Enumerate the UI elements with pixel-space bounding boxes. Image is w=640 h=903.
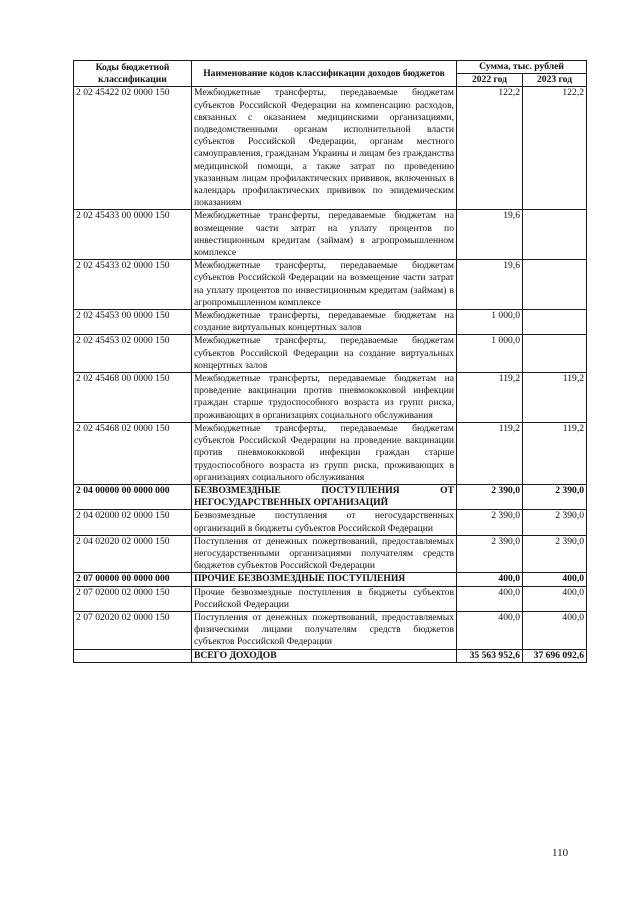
table-body xyxy=(74,87,587,662)
table-row xyxy=(74,422,587,484)
amount-2022-cell: 400,0 xyxy=(457,611,523,649)
table-row xyxy=(74,611,587,649)
revenue-name-cell: Межбюджетные трансферты, передаваемые бюджетам субъектов Российской Федерации на создание виртуальных концертных залов xyxy=(192,335,457,373)
revenue-name-cell: Поступления от денежных пожертвований, предоставляемых физическими лицами получателям средств бюджетов субъектов Российской Федерации xyxy=(192,611,457,649)
amount-2023-cell: 122,2 xyxy=(523,87,587,210)
header-codes: Коды бюджетной классификации xyxy=(74,61,192,87)
budget-code-cell: 2 07 02020 02 0000 150 xyxy=(74,611,192,649)
amount-2022-cell: 119,2 xyxy=(457,422,523,484)
revenue-name-cell: Межбюджетные трансферты, передаваемые бюджетам субъектов Российской Федерации на компенсацию расходов, связанных с оказанием медицинскими организациями, подведомственными органам исполнительной власти субъектов Российской Федерации, органам местного самоуправления, гражданам Украины и лицам без гражданства медицинской помощи, а также затрат по проведению указанным лицам профилактических прививок, включенных в календарь профилактических прививок по эпидемическим показаниям xyxy=(192,87,457,210)
table-row xyxy=(74,586,587,611)
table-row xyxy=(74,373,587,423)
budget-code-cell: 2 02 45468 00 0000 150 xyxy=(74,373,192,423)
amount-2023-cell xyxy=(523,335,587,373)
amount-2023-cell: 400,0 xyxy=(523,586,587,611)
revenue-name-cell: Межбюджетные трансферты, передаваемые бюджетам на возмещение части затрат на уплату процентов по инвестиционным кредитам (займам) в агропромышленном комплексе xyxy=(192,210,457,260)
revenue-name-cell: Межбюджетные трансферты, передаваемые бюджетам субъектов Российской Федерации на проведение вакцинации против пневмококковой инфекции граждан старше трудоспособного возраста из групп риска, проживающих в организациях социального обслуживания xyxy=(192,422,457,484)
budget-code-cell: 2 04 00000 00 0000 000 xyxy=(74,484,192,509)
budget-code-cell: 2 02 45433 00 0000 150 xyxy=(74,210,192,260)
budget-code-cell: 2 07 00000 00 0000 000 xyxy=(74,573,192,586)
budget-code-cell: 2 02 45468 02 0000 150 xyxy=(74,422,192,484)
budget-code-cell: 2 04 02000 02 0000 150 xyxy=(74,510,192,535)
amount-2022-cell: 19,6 xyxy=(457,210,523,260)
table-row xyxy=(74,573,587,586)
budget-code-cell: 2 02 45453 00 0000 150 xyxy=(74,310,192,335)
budget-revenue-table xyxy=(73,60,587,663)
amount-2022-cell: 400,0 xyxy=(457,586,523,611)
revenue-name-cell: ВСЕГО ДОХОДОВ xyxy=(192,649,457,662)
revenue-name-cell: Межбюджетные трансферты, передаваемые бюджетам на создание виртуальных концертных залов xyxy=(192,310,457,335)
header-year-2023: 2023 год xyxy=(523,74,587,87)
amount-2023-cell: 2 390,0 xyxy=(523,535,587,573)
budget-code-cell xyxy=(74,649,192,662)
amount-2023-cell: 400,0 xyxy=(523,611,587,649)
budget-code-cell: 2 02 45453 02 0000 150 xyxy=(74,335,192,373)
table-row xyxy=(74,87,587,210)
table-row xyxy=(74,510,587,535)
amount-2023-cell: 2 390,0 xyxy=(523,484,587,509)
revenue-name-cell: Поступления от денежных пожертвований, предоставляемых негосударственными организациями получателям средств бюджетов субъектов Российской Федерации xyxy=(192,535,457,573)
revenue-name-cell: ПРОЧИЕ БЕЗВОЗМЕЗДНЫЕ ПОСТУПЛЕНИЯ xyxy=(192,573,457,586)
table-row xyxy=(74,649,587,662)
amount-2022-cell: 119,2 xyxy=(457,373,523,423)
amount-2022-cell: 1 000,0 xyxy=(457,335,523,373)
amount-2023-cell: 119,2 xyxy=(523,422,587,484)
amount-2023-cell: 37 696 092,6 xyxy=(523,649,587,662)
budget-code-cell: 2 02 45433 02 0000 150 xyxy=(74,260,192,310)
budget-code-cell: 2 02 45422 02 0000 150 xyxy=(74,87,192,210)
header-sum: Сумма, тыс. рублей xyxy=(457,61,587,74)
header-year-2022: 2022 год xyxy=(457,74,523,87)
amount-2022-cell: 2 390,0 xyxy=(457,510,523,535)
amount-2023-cell: 400,0 xyxy=(523,573,587,586)
amount-2022-cell: 35 563 952,6 xyxy=(457,649,523,662)
revenue-name-cell: Прочие безвозмездные поступления в бюджеты субъектов Российской Федерации xyxy=(192,586,457,611)
table-row xyxy=(74,260,587,310)
amount-2023-cell: 119,2 xyxy=(523,373,587,423)
revenue-name-cell: Межбюджетные трансферты, передаваемые бюджетам субъектов Российской Федерации на возмещение части затрат на уплату процентов по инвестиционным кредитам (займам) в агропромышленном комплексе xyxy=(192,260,457,310)
header-name: Наименование кодов классификации доходов бюджетов xyxy=(192,61,457,87)
page-number: 110 xyxy=(552,847,569,859)
amount-2022-cell: 400,0 xyxy=(457,573,523,586)
amount-2022-cell: 122,2 xyxy=(457,87,523,210)
revenue-name-cell: Межбюджетные трансферты, передаваемые бюджетам на проведение вакцинации против пневмококковой инфекции граждан старше трудоспособного возраста из групп риска, проживающих в организациях социального обслуживания xyxy=(192,373,457,423)
budget-code-cell: 2 04 02020 02 0000 150 xyxy=(74,535,192,573)
amount-2023-cell xyxy=(523,310,587,335)
table-row xyxy=(74,535,587,573)
amount-2022-cell: 2 390,0 xyxy=(457,484,523,509)
amount-2022-cell: 19,6 xyxy=(457,260,523,310)
budget-code-cell: 2 07 02000 02 0000 150 xyxy=(74,586,192,611)
amount-2022-cell: 1 000,0 xyxy=(457,310,523,335)
amount-2022-cell: 2 390,0 xyxy=(457,535,523,573)
amount-2023-cell: 2 390,0 xyxy=(523,510,587,535)
revenue-name-cell: Безвозмездные поступления от негосударственных организаций в бюджеты субъектов Российской Федерации xyxy=(192,510,457,535)
table-row xyxy=(74,310,587,335)
table-row xyxy=(74,484,587,509)
amount-2023-cell xyxy=(523,210,587,260)
table-row xyxy=(74,210,587,260)
table-row xyxy=(74,335,587,373)
amount-2023-cell xyxy=(523,260,587,310)
revenue-name-cell: БЕЗВОЗМЕЗДНЫЕ ПОСТУПЛЕНИЯ ОТ НЕГОСУДАРСТВЕННЫХ ОРГАНИЗАЦИЙ xyxy=(192,484,457,509)
